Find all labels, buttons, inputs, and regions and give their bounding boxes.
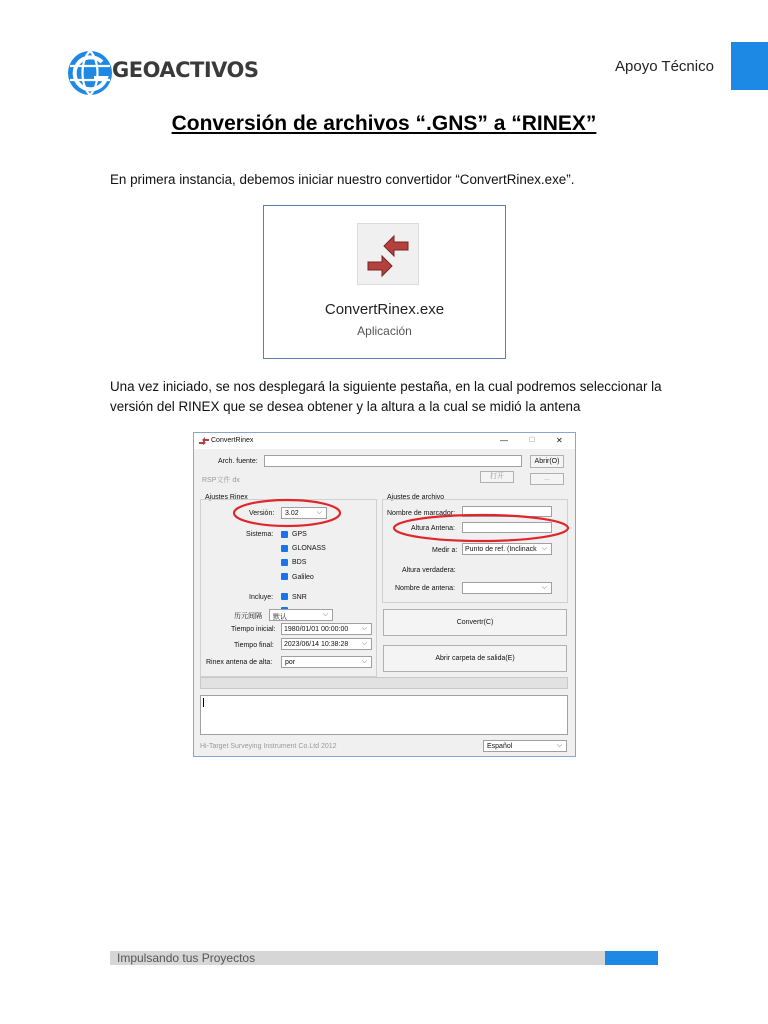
- version-highlight-ellipse: [234, 500, 340, 526]
- antenna-height-value: por: [285, 659, 296, 666]
- antenna-highlight-ellipse: [394, 515, 568, 541]
- chevron-down-icon: ⌵: [361, 658, 367, 665]
- chevron-down-icon: ⌵: [556, 742, 562, 749]
- rinex-settings-group-label: Ajustes Rinex: [205, 494, 248, 501]
- highlight-annotations: [194, 433, 575, 756]
- antenna-height-label: Rinex antena de alta:: [206, 659, 273, 666]
- convert-button[interactable]: Convertr(C): [383, 609, 567, 636]
- bds-label: BDS: [292, 559, 307, 566]
- marker-name-label: Nombre de marcador:: [387, 510, 456, 517]
- footer-slogan: Impulsando tus Proyectos: [117, 951, 256, 965]
- start-time-value: 1980/01/01 00:00:00: [284, 626, 349, 633]
- epoch-label: 历元间隔: [234, 613, 262, 620]
- browse-dots-button[interactable]: ...: [530, 473, 564, 485]
- convertrinex-app-icon: [357, 223, 419, 285]
- version-value: 3.02: [285, 510, 299, 517]
- header-accent-bar: [731, 42, 768, 90]
- version-label: Versión:: [249, 510, 275, 517]
- header-label: Apoyo Técnico: [615, 58, 714, 75]
- rsp-label: RSP文件 dx: [202, 477, 240, 484]
- document-title: Conversión de archivos “.GNS” a “RINEX”: [171, 112, 597, 135]
- chevron-down-icon: ⌵: [541, 584, 547, 591]
- epoch-value: 默认: [273, 614, 287, 621]
- logo-wordmark: GEOACTIVOS: [112, 58, 259, 82]
- minimize-button[interactable]: —: [500, 436, 508, 445]
- chevron-down-icon: ⌵: [541, 545, 547, 552]
- chevron-down-icon: ⌵: [316, 509, 322, 516]
- system-label: Sistema:: [246, 531, 274, 538]
- convertrinex-window: [193, 432, 576, 757]
- antenna-name-label: Nombre de antena:: [395, 585, 455, 592]
- end-time-value: 2023/06/14 10:38:28: [284, 641, 349, 648]
- end-time-label: Tiempo final:: [234, 642, 274, 649]
- copyright-text: Hi-Target Surveying Instrument Co.Ltd 2012: [200, 743, 337, 750]
- close-button[interactable]: ✕: [556, 436, 563, 445]
- snr-label: SNR: [292, 594, 307, 601]
- includes-label: Incluye:: [249, 594, 274, 601]
- window-title: ConvertRinex: [211, 437, 254, 444]
- gps-label: GPS: [292, 531, 307, 538]
- source-label: Arch. fuente:: [218, 458, 258, 465]
- maximize-button[interactable]: ☐: [529, 437, 536, 444]
- exe-filename: ConvertRinex.exe: [324, 301, 445, 318]
- chevron-down-icon: ⌵: [322, 611, 328, 618]
- start-time-label: Tiempo inicial:: [231, 626, 276, 633]
- glonass-label: GLONASS: [292, 545, 326, 552]
- true-height-label: Altura verdadera:: [402, 567, 456, 574]
- footer-accent-bar: [605, 951, 658, 965]
- galileo-label: Galileo: [292, 574, 314, 581]
- chevron-down-icon: ⌵: [361, 625, 367, 632]
- measure-value: Punto de ref. (Inclinack: [465, 546, 537, 553]
- open-cn-button[interactable]: 打开: [480, 471, 514, 483]
- chevron-down-icon: ⌵: [361, 640, 367, 647]
- exe-screenshot: [263, 205, 506, 359]
- measure-label: Medir a:: [432, 547, 458, 554]
- language-value: Español: [487, 743, 513, 750]
- file-settings-group-label: Ajustes de archivo: [387, 494, 445, 501]
- antenna-height-field-label: Altura Antena:: [411, 525, 455, 532]
- paragraph-instructions: Una vez iniciado, se nos desplegará la siguiente pestaña, en la cual podremos seleccionar la versión del RINEX que se desea obtener y la altura a la cual se midió la antena: [110, 379, 662, 414]
- exe-type-label: Aplicación: [357, 324, 412, 338]
- open-button[interactable]: Abrir(O): [530, 455, 564, 468]
- paragraph-intro: En primera instancia, debemos iniciar nuestro convertidor “ConvertRinex.exe”.: [110, 172, 575, 187]
- open-output-folder-button[interactable]: Abrir carpeta de salida(E): [383, 645, 567, 672]
